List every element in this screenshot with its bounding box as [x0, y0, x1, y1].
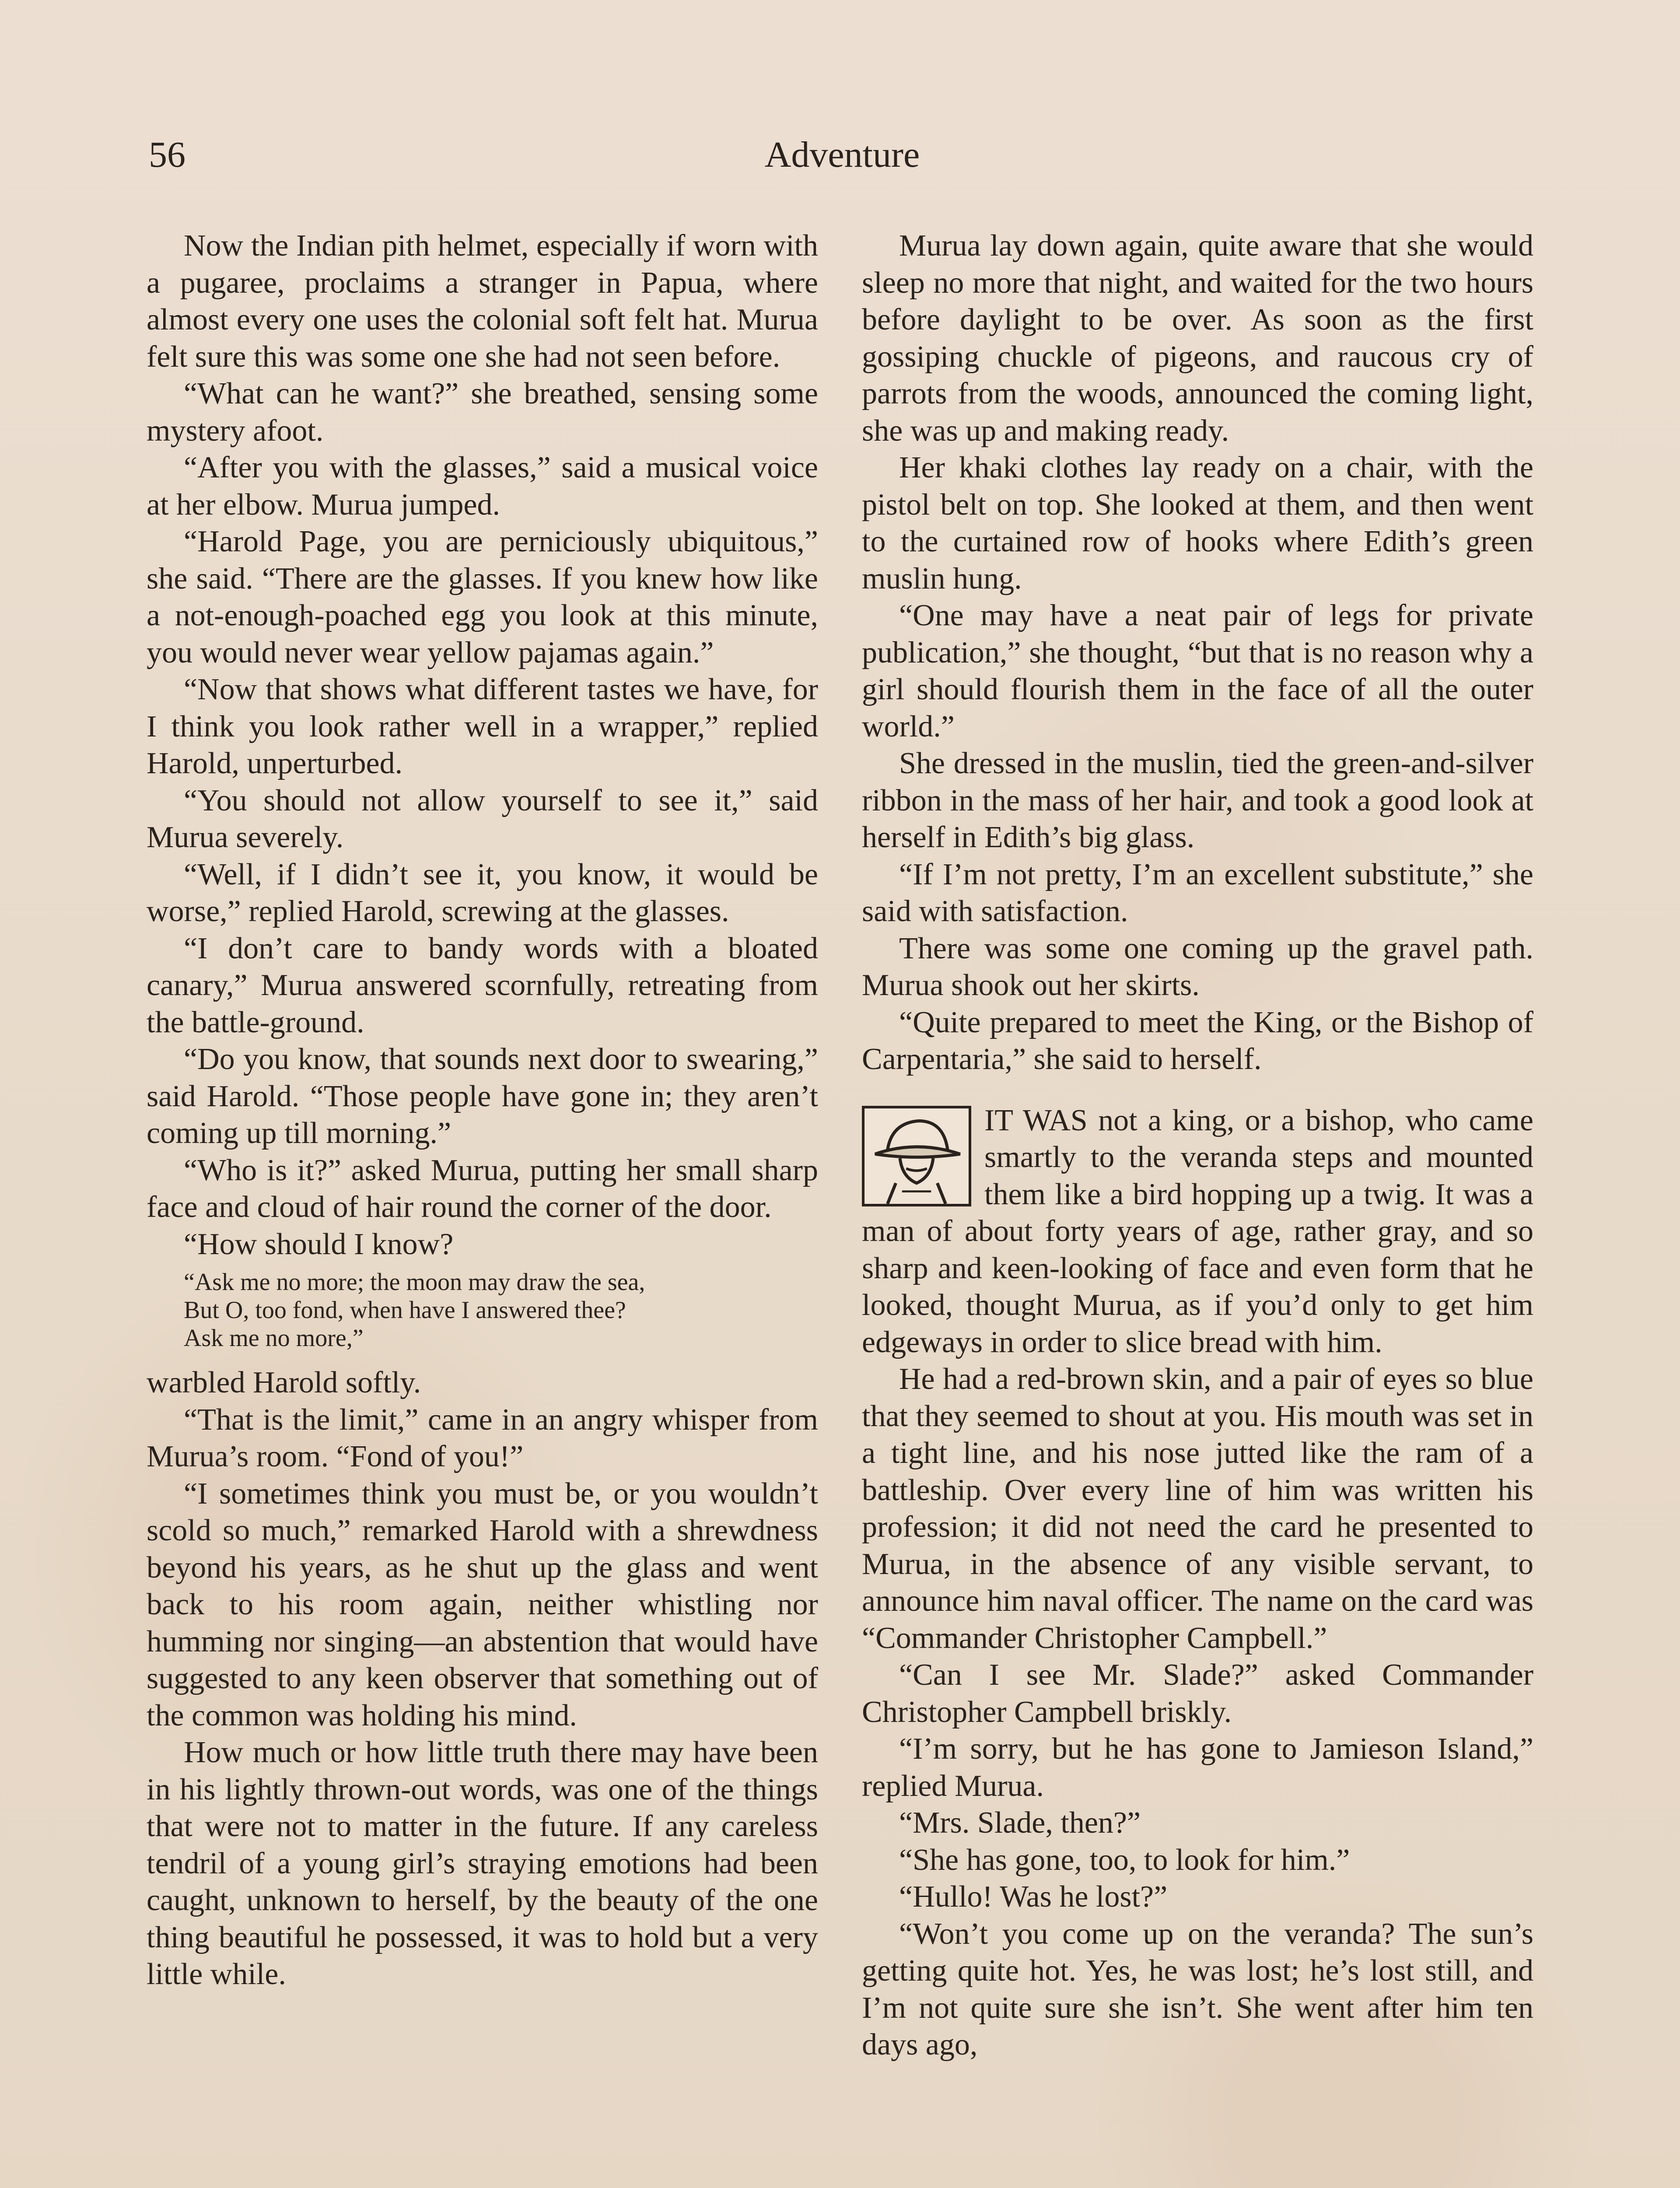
paragraph: “She has gone, too, to look for him.” [899, 1843, 1350, 1877]
left-column [147, 228, 818, 1993]
paragraph: “Who is it?” asked Murua, putting her small sharp face and cloud of hair round the corner of the door. [147, 1153, 818, 1224]
paragraph: How much or how little truth there may have been in his lightly thrown-out words, was one of the things that were not to matter in the future. If any careless tendril of a young girl’s straying emotions had been caught, unknown to herself, by the beauty of the one thing beautiful he possessed, it was to hold but a very little while. [147, 1736, 818, 1991]
helmet-figure-icon [862, 1106, 971, 1206]
verse-line: Ask me no more,” [184, 1325, 364, 1352]
paragraph: “That is the limit,” came in an angry whisper from Murua’s room. “Fond of you!” [147, 1403, 818, 1473]
right-column [862, 228, 1533, 2064]
paragraph: Murua lay down again, quite aware that she would sleep no more that night, and waited for the two hours before daylight to be over. As soon as the first gossiping chuckle of pigeons, and raucous cry of parrots from the woods, announced the coming light, she was up and making ready. [862, 229, 1533, 448]
paragraph: “Well, if I didn’t see it, you know, it would be worse,” replied Harold, screwing at the glasses. [147, 857, 818, 928]
paragraph: There was some one coming up the gravel path. Murua shook out her skirts. [862, 931, 1533, 1002]
page-header [149, 133, 1536, 182]
paragraph: “Mrs. Slade, then?” [899, 1806, 1141, 1840]
paragraph: “Now that shows what different tastes we have, for I think you look rather well in a wrapper,” replied Harold, unperturbed. [147, 673, 818, 780]
page-number: 56 [149, 134, 186, 175]
paragraph: “Do you know, that sounds next door to swearing,” said Harold. “Those people have gone in; they aren’t coming up till morning.” [147, 1042, 818, 1150]
verse-line: But O, too fond, when have I answered thee? [184, 1297, 626, 1324]
paragraph-continuation: warbled Harold softly. [147, 1366, 421, 1399]
paragraph: “Can I see Mr. Slade?” asked Commander Christopher Campbell briskly. [862, 1658, 1533, 1729]
paragraph: “After you with the glasses,” said a musical voice at her elbow. Murua jumped. [147, 451, 818, 522]
paragraph: She dressed in the muslin, tied the green-and-silver ribbon in the mass of her hair, and took a good look at herself in Edith’s big glass. [862, 747, 1533, 854]
running-title: Adventure [764, 134, 920, 175]
paragraph: “One may have a neat pair of legs for private publication,” she thought, “but that is no reason why a girl should flourish them in the face of all the outer world.” [862, 599, 1533, 743]
paragraph: “Hullo! Was he lost?” [899, 1880, 1168, 1914]
paragraph: “What can he want?” she breathed, sensing some mystery afoot. [147, 377, 818, 448]
paragraph: Now the Indian pith helmet, especially if worn with a pugaree, proclaims a stranger in Papua, where almost every one uses the colonial soft felt hat. Murua felt sure this was some one she had not seen before. [147, 229, 818, 374]
paragraph: “I’m sorry, but he has gone to Jamieson Island,” replied Murua. [862, 1732, 1533, 1803]
verse-quote [184, 1268, 818, 1352]
paragraph: “How should I know? [184, 1227, 454, 1261]
paragraph: “Won’t you come up on the veranda? The sun’s getting quite hot. Yes, he was lost; he’s lost still, and I’m not quite sure she isn’t. She went after him ten days ago, [862, 1917, 1533, 2062]
section-opening [862, 1102, 1533, 1361]
paragraph: “Quite prepared to meet the King, or the Bishop of Carpentaria,” she said to herself. [862, 1005, 1533, 1076]
section-opening-paragraph: IT WAS not a king, or a bishop, who came smartly to the veranda steps and mounted them like a bird hopping up a twig. It was a man of about forty years of age, rather gray, and so sharp and keen-looking of face and even form that he looked, thought Murua, as if you’d only to get him edgeways in order to slice bread with him. [862, 1103, 1533, 1359]
paragraph: “I sometimes think you must be, or you wouldn’t scold so much,” remarked Harold with a shrewdness beyond his years, as he shut up the glass and went back to his room again, neither whistling nor humming nor singing—an abstention that would have suggested to any keen observer that something out of the common was holding his mind. [147, 1476, 818, 1732]
paragraph: “I don’t care to bandy words with a bloated canary,” Murua answered scornfully, retreating from the battle-ground. [147, 931, 818, 1039]
paragraph: “Harold Page, you are perniciously ubiquitous,” she said. “There are the glasses. If you knew how like a not-enough-poached egg you look at this minute, you would never wear yellow pajamas again.” [147, 525, 818, 670]
paragraph: “If I’m not pretty, I’m an excellent substitute,” she said with satisfaction. [862, 857, 1533, 928]
paragraph: “You should not allow yourself to see it,” said Murua severely. [147, 783, 818, 854]
paragraph: He had a red-brown skin, and a pair of eyes so blue that they seemed to shout at you. His mouth was set in a tight line, and his nose jutted like the ram of a battleship. Over every line of him was written his profession; it did not need the card he presented to Murua, in the absence of any visible servant, to announce him naval officer. The name on the card was “Commander Christopher Campbell.” [862, 1362, 1533, 1655]
verse-line: “Ask me no more; the moon may draw the sea, [184, 1269, 645, 1296]
paragraph: Her khaki clothes lay ready on a chair, with the pistol belt on top. She looked at them, and then went to the curtained row of hooks where Edith’s green muslin hung. [862, 451, 1533, 596]
section-break [862, 1078, 1533, 1102]
